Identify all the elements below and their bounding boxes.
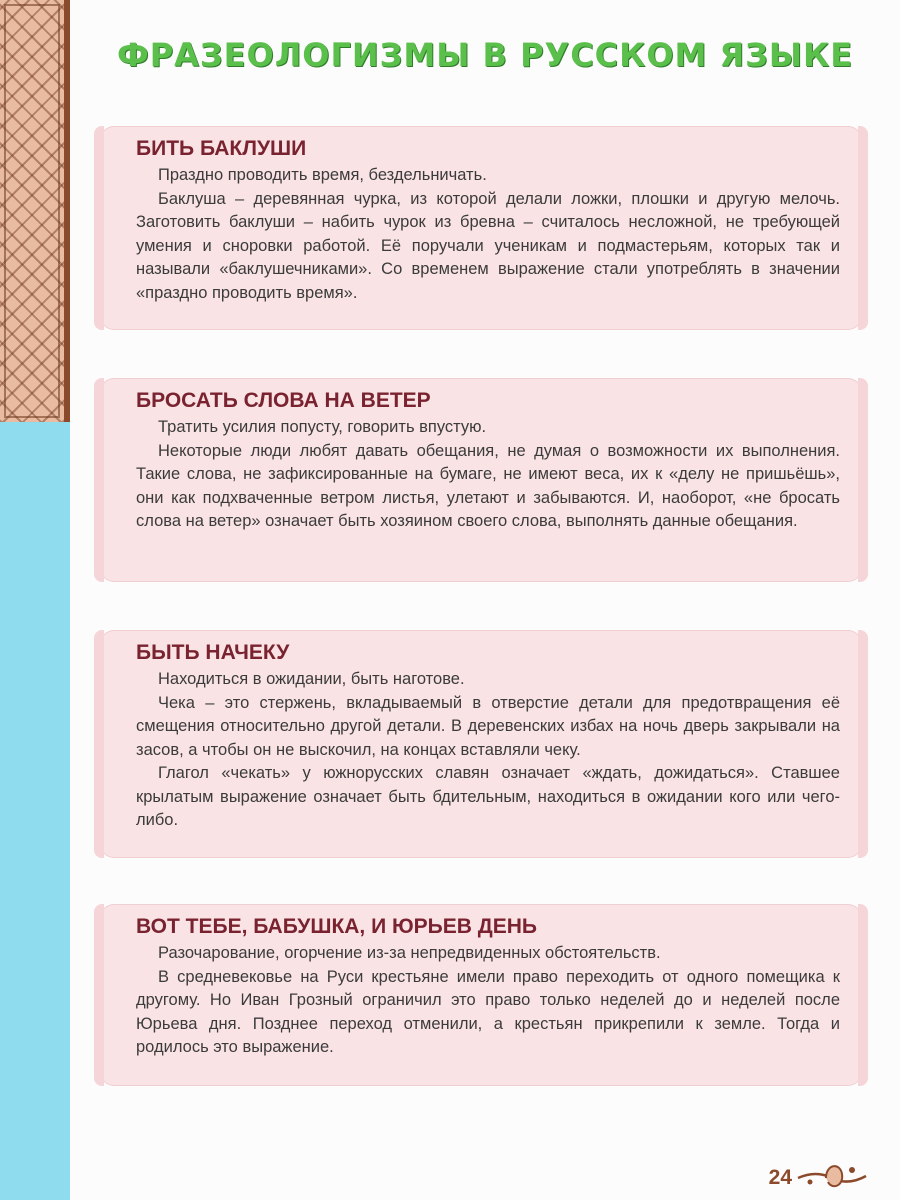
phrase-card (100, 126, 862, 330)
page-ornament-icon (796, 1156, 870, 1196)
card-definition: Находиться в ожидании, быть наготове. (158, 670, 465, 688)
card-title: БЫТЬ НАЧЕКУ (136, 641, 290, 664)
phrase-card (100, 904, 862, 1086)
card-paragraph: Баклуша – деревянная чурка, из которой делали ложки, плошки и другую мелочь. Заготовить баклуши – набить чурок из бревна – считалось несложной, не требующей умения и сноровки работой. Её поручали ученикам и подмастерьям, которых так и называли «баклушечниками». Со временем выражение стали употреблять в значении «праздно проводить время». (136, 189, 840, 302)
card-definition: Тратить усилия попусту, говорить впустую. (158, 418, 487, 436)
card-definition: Разочарование, огорчение из-за непредвиденных обстоятельств. (158, 944, 661, 962)
card-title: ВОТ ТЕБЕ, БАБУШКА, И ЮРЬЕВ ДЕНЬ (136, 915, 538, 938)
card-paragraph: Глагол «чекать» у южнорусских славян означает «ждать, дожидаться». Ставшее крылатым выражение означает быть бдительным, находиться в ожидании кого или чего-либо. (136, 764, 840, 829)
card-title: БРОСАТЬ СЛОВА НА ВЕТЕР (136, 389, 431, 412)
card-paragraph: Чека – это стержень, вкладываемый в отверстие детали для предотвращения её смещения относительно другой детали. В деревенских избах на ночь дверь закрывали на засов, а чтобы он не выскочил, на концах вставляли чеку. (136, 693, 840, 759)
card-definition: Праздно проводить время, бездельничать. (158, 166, 487, 184)
side-band (0, 422, 70, 1200)
phrase-card (100, 378, 862, 582)
card-title: БИТЬ БАКЛУШИ (136, 137, 307, 160)
card-paragraph: В средневековье на Руси крестьяне имели право переходить от одного помещика к другому. Но Иван Грозный ограничил это право только неделей до и неделей после Юрьева дня. Позднее переход отменили, а крестьян прикрепили к земле. Тогда и родилось это выражение. (136, 967, 840, 1056)
card-paragraph: Некоторые люди любят давать обещания, не думая о возможности их выполнения. Такие слова, не зафиксированные на бумаге, не имеют веса, их к «делу не пришьёшь», они как подхваченные ветром листья, улетают и забываются. И, наоборот, «не бросать слова на ветер» означает быть хозяином своего слова, выполнять данные обещания. (136, 441, 840, 530)
page-title: ФРАЗЕОЛОГИЗМЫ В РУССКОМ ЯЗЫКЕ (116, 36, 854, 74)
phrase-card (100, 630, 862, 858)
page-number: 24 (768, 1166, 792, 1189)
ornament-border (0, 0, 70, 422)
